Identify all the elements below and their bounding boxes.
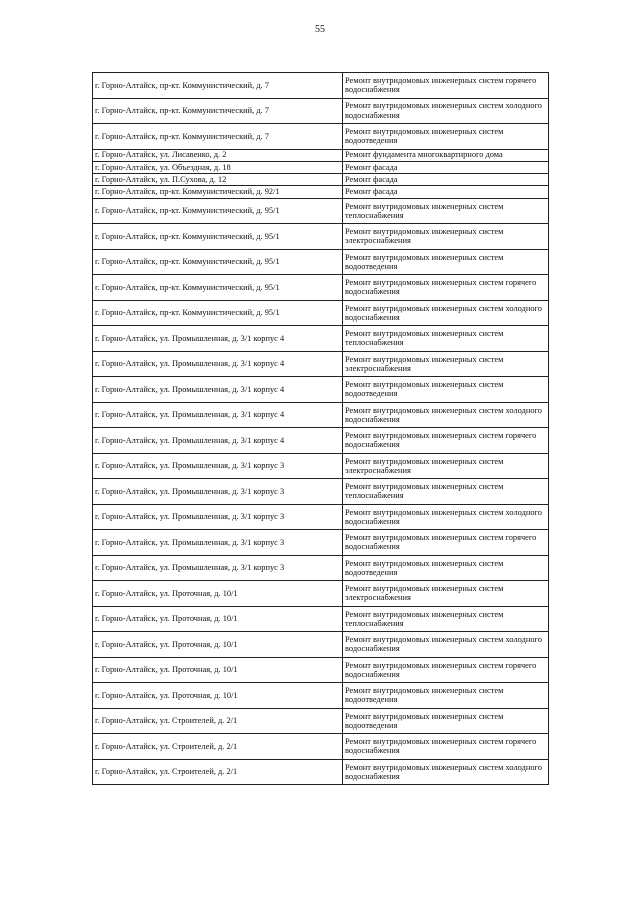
work-type-cell: Ремонт внутридомовых инженерных систем горячего водоснабжения: [343, 73, 549, 99]
work-type-cell: Ремонт внутридомовых инженерных систем холодного водоснабжения: [343, 504, 549, 530]
table-row: [93, 326, 549, 352]
address-cell: г. Горно-Алтайск, пр-кт. Коммунистический, д. 7: [93, 98, 343, 124]
address-cell: г. Горно-Алтайск, ул. Строителей, д. 2/1: [93, 708, 343, 734]
table-row: [93, 149, 549, 161]
table-row: [93, 632, 549, 658]
table-row: [93, 657, 549, 683]
table-row: [93, 186, 549, 198]
address-cell: г. Горно-Алтайск, пр-кт. Коммунистический, д. 95/1: [93, 249, 343, 275]
work-type-cell: Ремонт внутридомовых инженерных систем электроснабжения: [343, 581, 549, 607]
table-row: [93, 98, 549, 124]
table-row: [93, 606, 549, 632]
table-row: [93, 124, 549, 150]
table-row: [93, 428, 549, 454]
address-cell: г. Горно-Алтайск, пр-кт. Коммунистический, д. 95/1: [93, 224, 343, 250]
work-type-cell: Ремонт фасада: [343, 186, 549, 198]
work-type-cell: Ремонт внутридомовых инженерных систем водоотведения: [343, 555, 549, 581]
work-type-cell: Ремонт внутридомовых инженерных систем водоотведения: [343, 683, 549, 709]
work-type-cell: Ремонт внутридомовых инженерных систем водоотведения: [343, 249, 549, 275]
work-type-cell: Ремонт внутридомовых инженерных систем теплоснабжения: [343, 198, 549, 224]
address-cell: г. Горно-Алтайск, ул. Строителей, д. 2/1: [93, 734, 343, 760]
work-type-cell: Ремонт внутридомовых инженерных систем горячего водоснабжения: [343, 275, 549, 301]
work-type-cell: Ремонт внутридомовых инженерных систем электроснабжения: [343, 453, 549, 479]
address-cell: г. Горно-Алтайск, ул. Промышленная, д. 3/1 корпус 3: [93, 555, 343, 581]
table-row: [93, 73, 549, 99]
table-row: [93, 683, 549, 709]
address-cell: г. Горно-Алтайск, ул. Промышленная, д. 3/1 корпус 4: [93, 377, 343, 403]
table-row: [93, 174, 549, 186]
table-row: [93, 759, 549, 785]
work-type-cell: Ремонт внутридомовых инженерных систем холодного водоснабжения: [343, 759, 549, 785]
address-cell: г. Горно-Алтайск, ул. Промышленная, д. 3/1 корпус 4: [93, 351, 343, 377]
address-cell: г. Горно-Алтайск, ул. Промышленная, д. 3/1 корпус 3: [93, 453, 343, 479]
address-cell: г. Горно-Алтайск, ул. Лисавенко, д. 2: [93, 149, 343, 161]
table-row: [93, 734, 549, 760]
address-cell: г. Горно-Алтайск, ул. Строителей, д. 2/1: [93, 759, 343, 785]
address-cell: г. Горно-Алтайск, пр-кт. Коммунистический, д. 92/1: [93, 186, 343, 198]
table-row: [93, 530, 549, 556]
work-type-cell: Ремонт внутридомовых инженерных систем горячего водоснабжения: [343, 530, 549, 556]
address-cell: г. Горно-Алтайск, пр-кт. Коммунистический, д. 95/1: [93, 198, 343, 224]
table-row: [93, 275, 549, 301]
work-type-cell: Ремонт внутридомовых инженерных систем водоотведения: [343, 708, 549, 734]
work-type-cell: Ремонт фасада: [343, 161, 549, 173]
table-row: [93, 402, 549, 428]
table-row: [93, 198, 549, 224]
table-row: [93, 224, 549, 250]
address-cell: г. Горно-Алтайск, ул. Промышленная, д. 3/1 корпус 4: [93, 402, 343, 428]
work-type-cell: Ремонт внутридомовых инженерных систем теплоснабжения: [343, 479, 549, 505]
repair-works-table: [92, 72, 549, 785]
work-type-cell: Ремонт внутридомовых инженерных систем водоотведения: [343, 377, 549, 403]
address-cell: г. Горно-Алтайск, ул. Промышленная, д. 3/1 корпус 3: [93, 530, 343, 556]
table-row: [93, 161, 549, 173]
work-type-cell: Ремонт внутридомовых инженерных систем теплоснабжения: [343, 606, 549, 632]
address-cell: г. Горно-Алтайск, ул. Промышленная, д. 3/1 корпус 4: [93, 326, 343, 352]
repair-works-body: [93, 73, 549, 785]
address-cell: г. Горно-Алтайск, пр-кт. Коммунистический, д. 95/1: [93, 300, 343, 326]
address-cell: г. Горно-Алтайск, пр-кт. Коммунистический, д. 95/1: [93, 275, 343, 301]
address-cell: г. Горно-Алтайск, ул. Проточная, д. 10/1: [93, 581, 343, 607]
work-type-cell: Ремонт внутридомовых инженерных систем горячего водоснабжения: [343, 734, 549, 760]
address-cell: г. Горно-Алтайск, ул. Проточная, д. 10/1: [93, 683, 343, 709]
table-row: [93, 351, 549, 377]
page-number: 55: [315, 24, 325, 35]
table-row: [93, 504, 549, 530]
table-row: [93, 453, 549, 479]
work-type-cell: Ремонт фундамента многоквартирного дома: [343, 149, 549, 161]
work-type-cell: Ремонт фасада: [343, 174, 549, 186]
table-row: [93, 377, 549, 403]
table-row: [93, 581, 549, 607]
address-cell: г. Горно-Алтайск, ул. Проточная, д. 10/1: [93, 632, 343, 658]
address-cell: г. Горно-Алтайск, ул. Промышленная, д. 3/1 корпус 3: [93, 479, 343, 505]
table-row: [93, 300, 549, 326]
work-type-cell: Ремонт внутридомовых инженерных систем горячего водоснабжения: [343, 657, 549, 683]
address-cell: г. Горно-Алтайск, ул. Объездная, д. 18: [93, 161, 343, 173]
work-type-cell: Ремонт внутридомовых инженерных систем горячего водоснабжения: [343, 428, 549, 454]
work-type-cell: Ремонт внутридомовых инженерных систем теплоснабжения: [343, 326, 549, 352]
work-type-cell: Ремонт внутридомовых инженерных систем холодного водоснабжения: [343, 402, 549, 428]
work-type-cell: Ремонт внутридомовых инженерных систем водоотведения: [343, 124, 549, 150]
address-cell: г. Горно-Алтайск, ул. Проточная, д. 10/1: [93, 657, 343, 683]
table-row: [93, 249, 549, 275]
table-row: [93, 479, 549, 505]
work-type-cell: Ремонт внутридомовых инженерных систем электроснабжения: [343, 351, 549, 377]
work-type-cell: Ремонт внутридомовых инженерных систем холодного водоснабжения: [343, 632, 549, 658]
address-cell: г. Горно-Алтайск, ул. Промышленная, д. 3/1 корпус 4: [93, 428, 343, 454]
table-row: [93, 555, 549, 581]
work-type-cell: Ремонт внутридомовых инженерных систем электроснабжения: [343, 224, 549, 250]
address-cell: г. Горно-Алтайск, ул. Промышленная, д. 3/1 корпус 3: [93, 504, 343, 530]
address-cell: г. Горно-Алтайск, ул. П.Сухова, д. 12: [93, 174, 343, 186]
address-cell: г. Горно-Алтайск, ул. Проточная, д. 10/1: [93, 606, 343, 632]
work-type-cell: Ремонт внутридомовых инженерных систем холодного водоснабжения: [343, 300, 549, 326]
work-type-cell: Ремонт внутридомовых инженерных систем холодного водоснабжения: [343, 98, 549, 124]
table-row: [93, 708, 549, 734]
address-cell: г. Горно-Алтайск, пр-кт. Коммунистический, д. 7: [93, 124, 343, 150]
address-cell: г. Горно-Алтайск, пр-кт. Коммунистический, д. 7: [93, 73, 343, 99]
